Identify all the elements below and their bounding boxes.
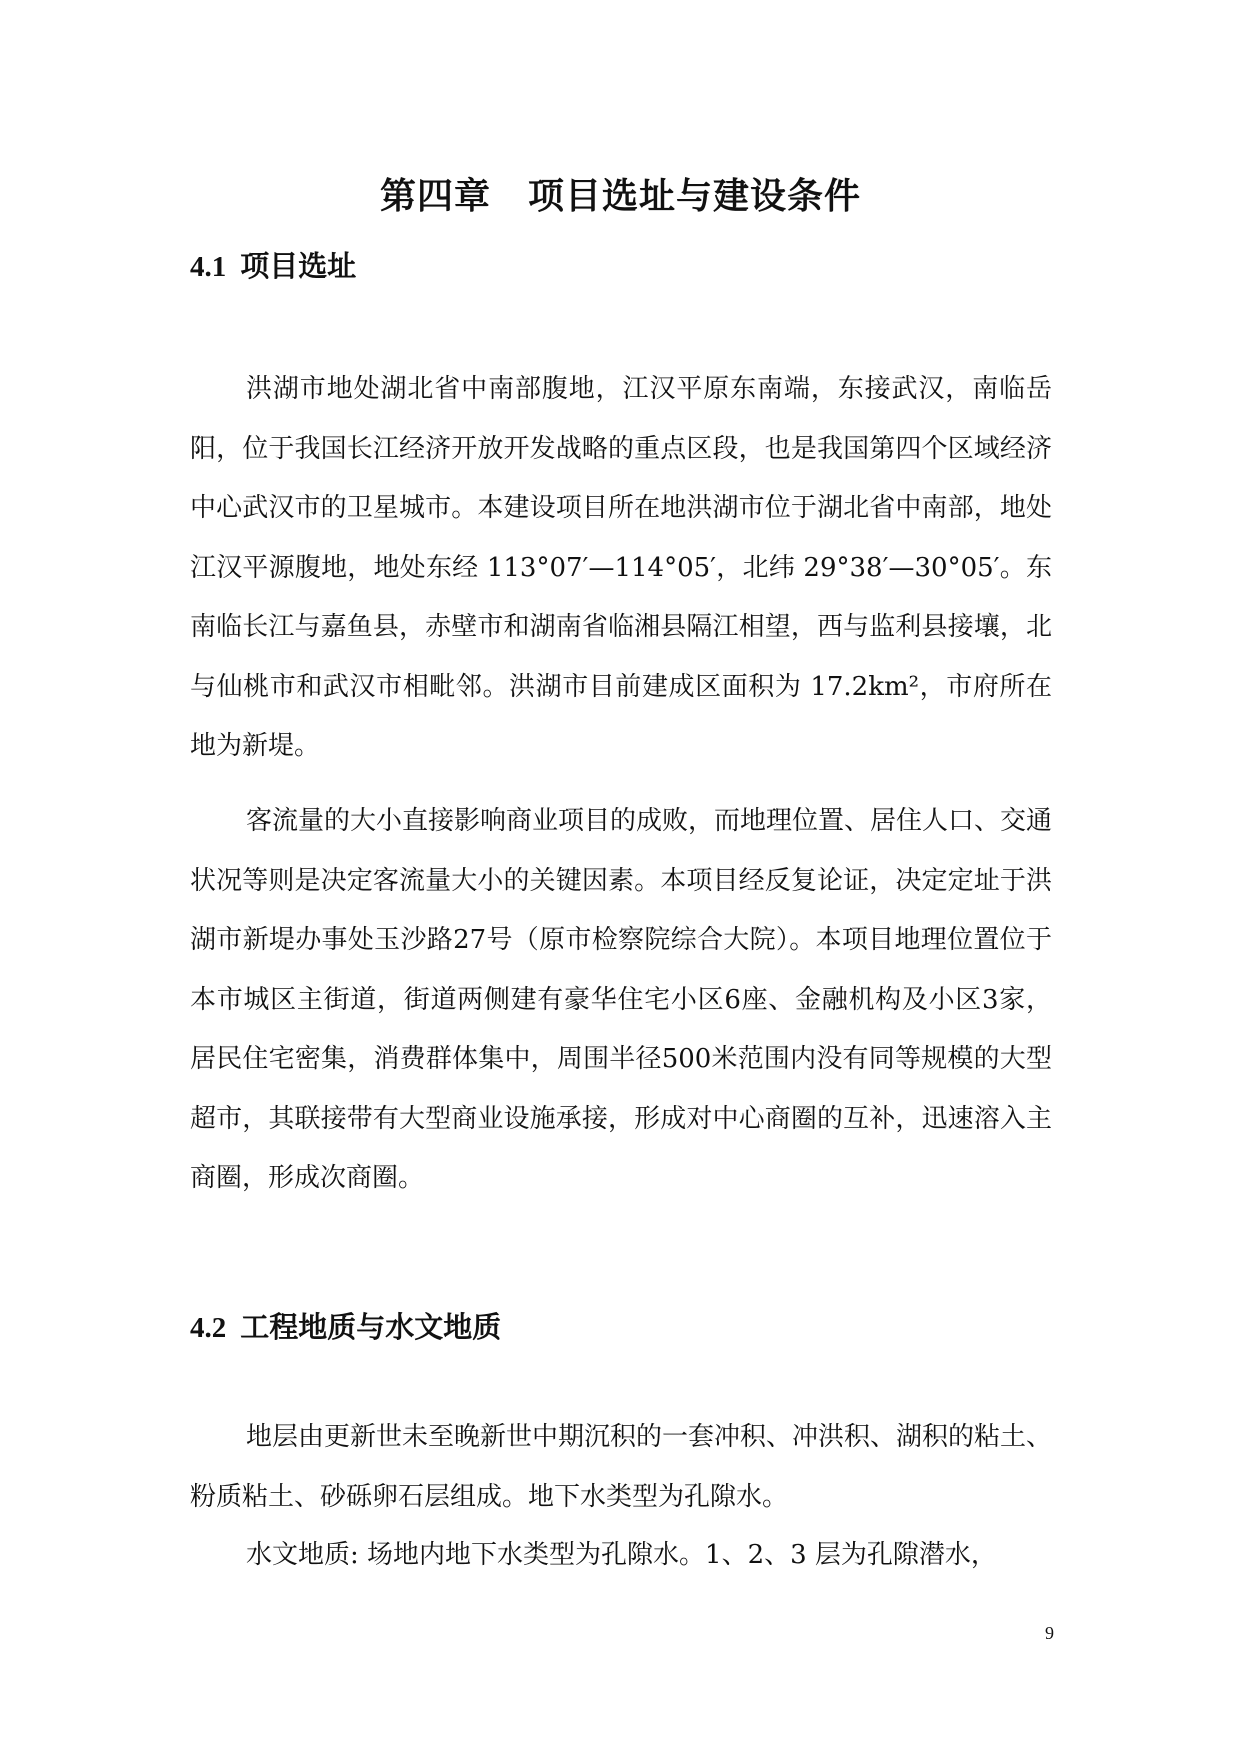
section-number: 4.1 (190, 251, 227, 283)
section-title: 项目选址 (240, 249, 357, 283)
paragraph-geology: 地层由更新世未至晚新世中期沉积的一套冲积、冲洪积、湖积的粘土、粉质粘土、砂砾卵石层组成。地下水类型为孔隙水。 (190, 1422, 1053, 1512)
section-heading-4-2 (190, 1307, 501, 1348)
section-number: 4.2 (190, 1312, 227, 1344)
section-title: 工程地质与水文地质 (240, 1310, 502, 1344)
page-number: 9 (1045, 1623, 1054, 1643)
chapter-title: 第四章 项目选址与建设条件 (379, 176, 861, 217)
paragraph-site-selection: 客流量的大小直接影响商业项目的成败，而地理位置、居住人口、交通状况等则是决定客流量大小的关键因素。本项目经反复论证，决定定址于洪湖市新堤办事处玉沙路27号（原市检察院综合大院）。本项目地理位置位于本市城区主街道，街道两侧建有豪华住宅小区6座、金融机构及小区3家，居民住宅密集，消费群体集中，周围半径500米范围内没有同等规模的大型超市，其联接带有大型商业设施承接，形成对中心商圈的互补，迅速溶入主商圈，形成次商圈。 (190, 806, 1053, 1193)
paragraph-location-overview: 洪湖市地处湖北省中南部腹地，江汉平原东南端，东接武汉，南临岳阳，位于我国长江经济开放开发战略的重点区段，也是我国第四个区域经济中心武汉市的卫星城市。本建设项目所在地洪湖市位于湖北省中南部，地处江汉平源腹地，地处东经 113°07′—114°05′，北纬 29°38′—30°05′。东南临长江与嘉鱼县，赤壁市和湖南省临湘县隔江相望，西与监利县接壤，北与仙桃市和武汉市相毗邻。洪湖市目前建成区面积为 17.2km²，市府所在地为新堤。 (190, 374, 1052, 761)
paragraph-hydrogeology: 水文地质: 场地内地下水类型为孔隙水。1、2、3 层为孔隙潜水， (246, 1540, 997, 1570)
section-heading-4-1 (190, 246, 356, 287)
